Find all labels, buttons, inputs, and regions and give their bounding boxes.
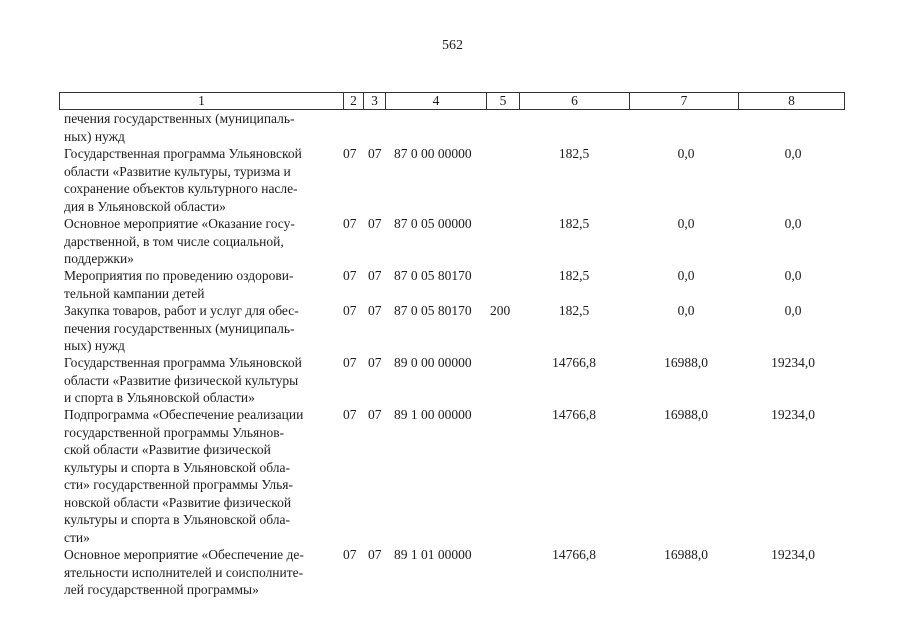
amount-col-7: 0,0 [677,303,695,318]
description-line: дарственной, в том числе социальной, [64,233,284,249]
description-line: печения государственных (муниципаль- [64,111,295,126]
amount-col-8: 19234,0 [771,547,815,562]
target-article-code: 89 1 01 00000 [394,547,472,562]
amount-col-7: 0,0 [677,216,695,231]
description-line: и спорта в Ульяновской области» [64,390,255,405]
description-line: сохранение объектов культурного насле- [64,181,298,196]
section-code: 07 [343,146,357,161]
row-description [64,546,336,599]
row-description [64,215,336,268]
amount-col-7: 16988,0 [664,407,708,422]
header-col-4: 4 [386,93,487,109]
description-line: новской области «Развитие физической [64,494,292,510]
description-line: Основное мероприятие «Оказание госу- [64,216,295,231]
description-line: области «Развитие культуры, туризма и [64,163,291,179]
description-line: ятельности исполнителей и соисполните- [64,564,304,580]
target-article-code: 89 1 00 00000 [394,407,472,422]
description-line: поддержки» [64,251,134,266]
row-description [64,110,336,145]
subsection-code: 07 [368,355,382,370]
row-description [64,406,336,546]
header-col-6: 6 [520,93,630,109]
description-line: сти» государственной программы Улья- [64,477,293,492]
row-description [64,302,336,355]
amount-col-6: 14766,8 [552,355,596,370]
description-line: Мероприятия по проведению оздорови- [64,268,294,283]
header-col-2: 2 [344,93,364,109]
header-col-5: 5 [487,93,520,109]
description-line: Подпрограмма «Обеспечение реализации [64,407,304,422]
amount-col-7: 16988,0 [664,547,708,562]
description-line: Основное мероприятие «Обеспечение де- [64,547,304,562]
description-line: ской области «Развитие физической [64,442,271,457]
target-article-code: 87 0 05 80170 [394,303,472,318]
description-line: ных) нужд [64,128,125,144]
header-col-8: 8 [788,93,795,108]
amount-col-6: 182,5 [558,303,590,318]
row-description [64,354,336,407]
description-line: Государственная программа Ульяновской [64,146,302,161]
amount-col-8: 0,0 [784,303,802,318]
section-code: 07 [343,407,357,422]
description-line: культуры и спорта в Ульяновской обла- [64,459,291,475]
section-code: 07 [343,355,357,370]
description-line: Закупка товаров, работ и услуг для обес- [64,303,299,318]
description-line: лей государственной программы» [64,582,259,597]
header-col-1: 1 [60,93,344,109]
section-code: 07 [343,303,357,318]
amount-col-6: 182,5 [558,216,590,231]
header-col-3: 3 [364,93,386,109]
expense-type-code: 200 [490,303,511,318]
amount-col-8: 0,0 [784,146,802,161]
amount-col-7: 16988,0 [664,355,708,370]
target-article-code: 89 0 00 00000 [394,355,472,370]
description-line: дия в Ульяновской области» [64,198,226,214]
description-line: тельной кампании детей [64,285,205,301]
amount-col-6: 182,5 [558,268,590,283]
target-article-code: 87 0 05 00000 [394,216,472,231]
amount-col-8: 0,0 [784,216,802,231]
description-line: области «Развитие физической культуры [64,372,299,388]
amount-col-6: 14766,8 [552,547,596,562]
table-header [59,92,845,110]
target-article-code: 87 0 00 00000 [394,146,472,161]
description-line: государственной программы Ульянов- [64,424,285,440]
amount-col-6: 182,5 [558,146,590,161]
description-line: ных) нужд [64,338,125,353]
subsection-code: 07 [368,407,382,422]
section-code: 07 [343,216,357,231]
amount-col-7: 0,0 [677,268,695,283]
amount-col-8: 0,0 [784,268,802,283]
amount-col-6: 14766,8 [552,407,596,422]
subsection-code: 07 [368,146,382,161]
subsection-code: 07 [368,216,382,231]
amount-col-8: 19234,0 [771,355,815,370]
target-article-code: 87 0 05 80170 [394,268,472,283]
section-code: 07 [343,268,357,283]
header-col-7: 7 [630,93,739,109]
description-line: сти» [64,529,90,545]
row-description [64,145,336,215]
subsection-code: 07 [368,268,382,283]
row-description [64,267,336,302]
description-line: печения государственных (муниципаль- [64,320,295,336]
subsection-code: 07 [368,547,382,562]
page-number: 562 [442,38,463,53]
section-code: 07 [343,547,357,562]
amount-col-7: 0,0 [677,146,695,161]
description-line: Государственная программа Ульяновской [64,355,302,370]
subsection-code: 07 [368,303,382,318]
description-line: культуры и спорта в Ульяновской обла- [64,512,291,527]
amount-col-8: 19234,0 [771,407,815,422]
